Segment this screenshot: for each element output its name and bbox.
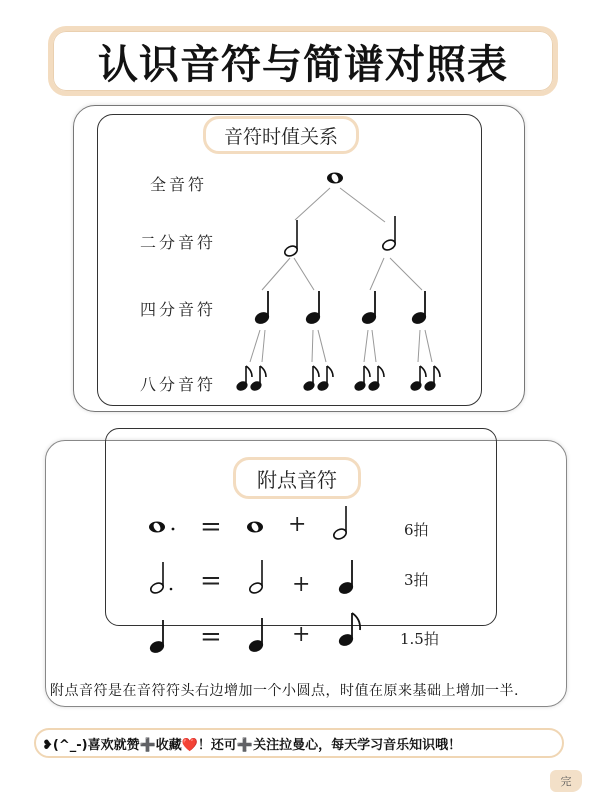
footer-text: ❥(^_-)喜欢就赞➕收藏❤️！还可➕关注拉曼心，每天学习音乐知识哦！ — [42, 737, 462, 753]
whole-note-icon — [247, 522, 263, 533]
equals-sign: = — [200, 512, 222, 542]
row-label-whole: 全音符 — [150, 175, 208, 194]
dotted-whole-note-icon — [149, 522, 174, 533]
footer-banner — [34, 728, 564, 758]
plus-sign: + — [292, 572, 311, 597]
dotted-quarter-note-icon — [149, 620, 165, 654]
page-title: 认识音符与简谱对照表 — [98, 41, 508, 88]
dotted-note-explanation: 附点音符是在音符符头右边增加一个小圆点，时值在原来基础上增加一半. — [50, 683, 519, 699]
row-label-quarter: 四分音符 — [140, 300, 217, 319]
eighth-note-icon — [338, 613, 360, 647]
end-badge-text: 完 — [560, 775, 572, 788]
row-label-half: 二分音符 — [140, 233, 217, 252]
half-note-icon — [332, 506, 348, 541]
equals-sign: = — [200, 566, 222, 596]
quarter-note-icon — [248, 618, 264, 653]
section-heading-text: 附点音符 — [257, 467, 337, 492]
plus-sign: + — [288, 512, 307, 537]
section-heading-text: 音符时值关系 — [223, 125, 338, 148]
equals-sign: = — [200, 622, 222, 652]
dotted-half-note-icon — [149, 562, 172, 595]
half-note-icon — [248, 560, 264, 595]
plus-sign: + — [292, 622, 311, 647]
beats-value: 1.5拍 — [400, 630, 439, 648]
quarter-note-icon — [338, 560, 354, 595]
beats-value: 3拍 — [404, 571, 429, 589]
beats-value: 6拍 — [404, 521, 429, 539]
row-label-eighth: 八分音符 — [140, 375, 217, 394]
end-badge — [550, 770, 582, 792]
